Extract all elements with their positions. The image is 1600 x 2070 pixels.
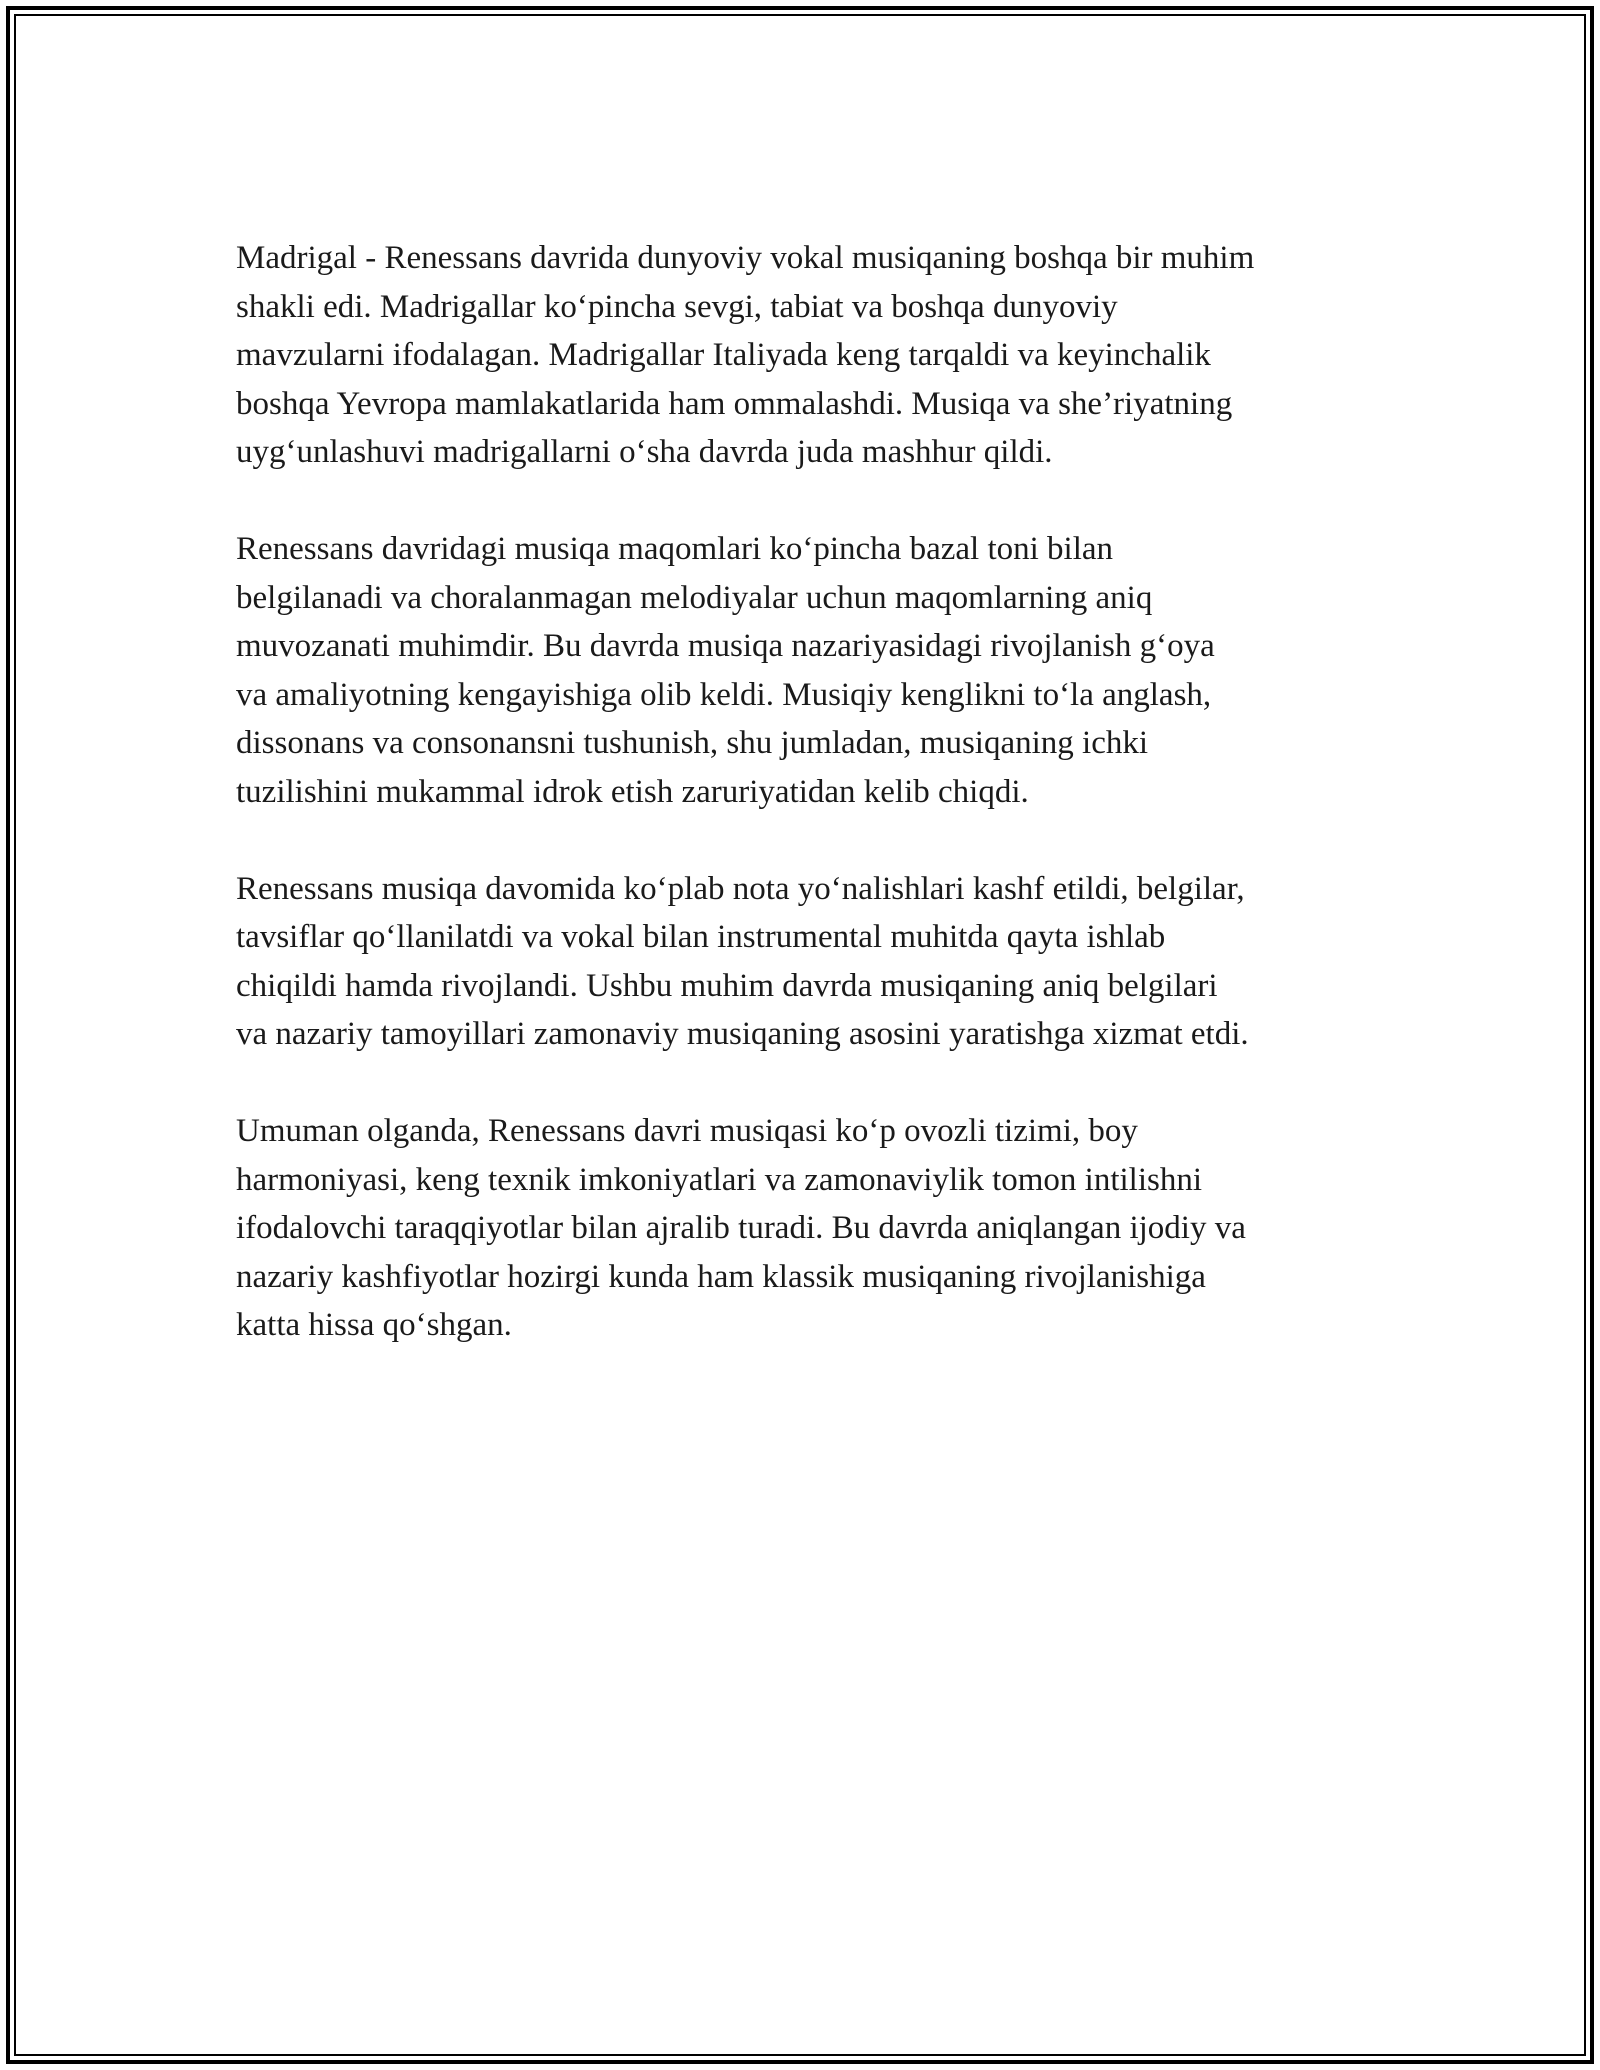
text-line: tavsiflar qo‘llanilatdi va vokal bilan instrumental muhitda qayta ishlab	[236, 919, 1166, 955]
text-line: tuzilishini mukammal idrok etish zaruriyatidan kelib chiqdi.	[236, 773, 1029, 810]
text-line: dissonans va consonansni tushunish, shu jumladan, musiqaning ichki	[236, 725, 1149, 761]
text-line: Renessans musiqa davomida ko‘plab nota yo‘nalishlari kashf etildi, belgilar,	[236, 870, 1245, 907]
text-line: uyg‘unlashuvi madrigallarni o‘sha davrda juda mashhur qildi.	[236, 434, 1053, 470]
text-line: shakli edi. Madrigallar ko‘pincha sevgi, tabiat va boshqa dunyoviy	[236, 288, 1118, 325]
paragraph-2	[236, 525, 1376, 816]
text-line: ifodalovchi taraqqiyotlar bilan ajralib turadi. Bu davrda aniqlangan ijodiy va	[236, 1210, 1246, 1246]
text-line: katta hissa qo‘shgan.	[236, 1307, 512, 1343]
text-line: Umuman olganda, Renessans davri musiqasi ko‘p ovozli tizimi, boy	[236, 1113, 1138, 1149]
document-body	[236, 234, 1376, 1398]
paragraph-3	[236, 865, 1376, 1059]
text-line: muvozanati muhimdir. Bu davrda musiqa nazariyasidagi rivojlanish g‘oya	[236, 628, 1215, 664]
text-line: mavzularni ifodalagan. Madrigallar Italiyada keng tarqaldi va keyinchalik	[236, 337, 1211, 373]
paragraph-1	[236, 234, 1376, 477]
text-line: va nazariy tamoyillari zamonaviy musiqaning asosini yaratishga xizmat etdi.	[236, 1016, 1249, 1052]
text-line: chiqildi hamda rivojlandi. Ushbu muhim davrda musiqaning aniq belgilari	[236, 967, 1218, 1004]
text-line: harmoniyasi, keng texnik imkoniyatlari va zamonaviylik tomon intilishni	[236, 1161, 1203, 1198]
text-line: belgilanadi va choralanmagan melodiyalar uchun maqomlarning aniq	[236, 579, 1153, 616]
text-line: va amaliyotning kengayishiga olib keldi. Musiqiy kenglikni to‘la anglash,	[236, 676, 1212, 713]
text-line: Renessans davridagi musiqa maqomlari ko‘pincha bazal toni bilan	[236, 531, 1114, 567]
text-line: Madrigal - Renessans davrida dunyoviy vokal musiqaning boshqa bir muhim	[236, 240, 1255, 276]
text-line: boshqa Yevropa mamlakatlarida ham ommalashdi. Musiqa va she’riyatning	[236, 385, 1233, 422]
text-line: nazariy kashfiyotlar hozirgi kunda ham klassik musiqaning rivojlanishiga	[236, 1258, 1206, 1295]
paragraph-4	[236, 1107, 1376, 1350]
